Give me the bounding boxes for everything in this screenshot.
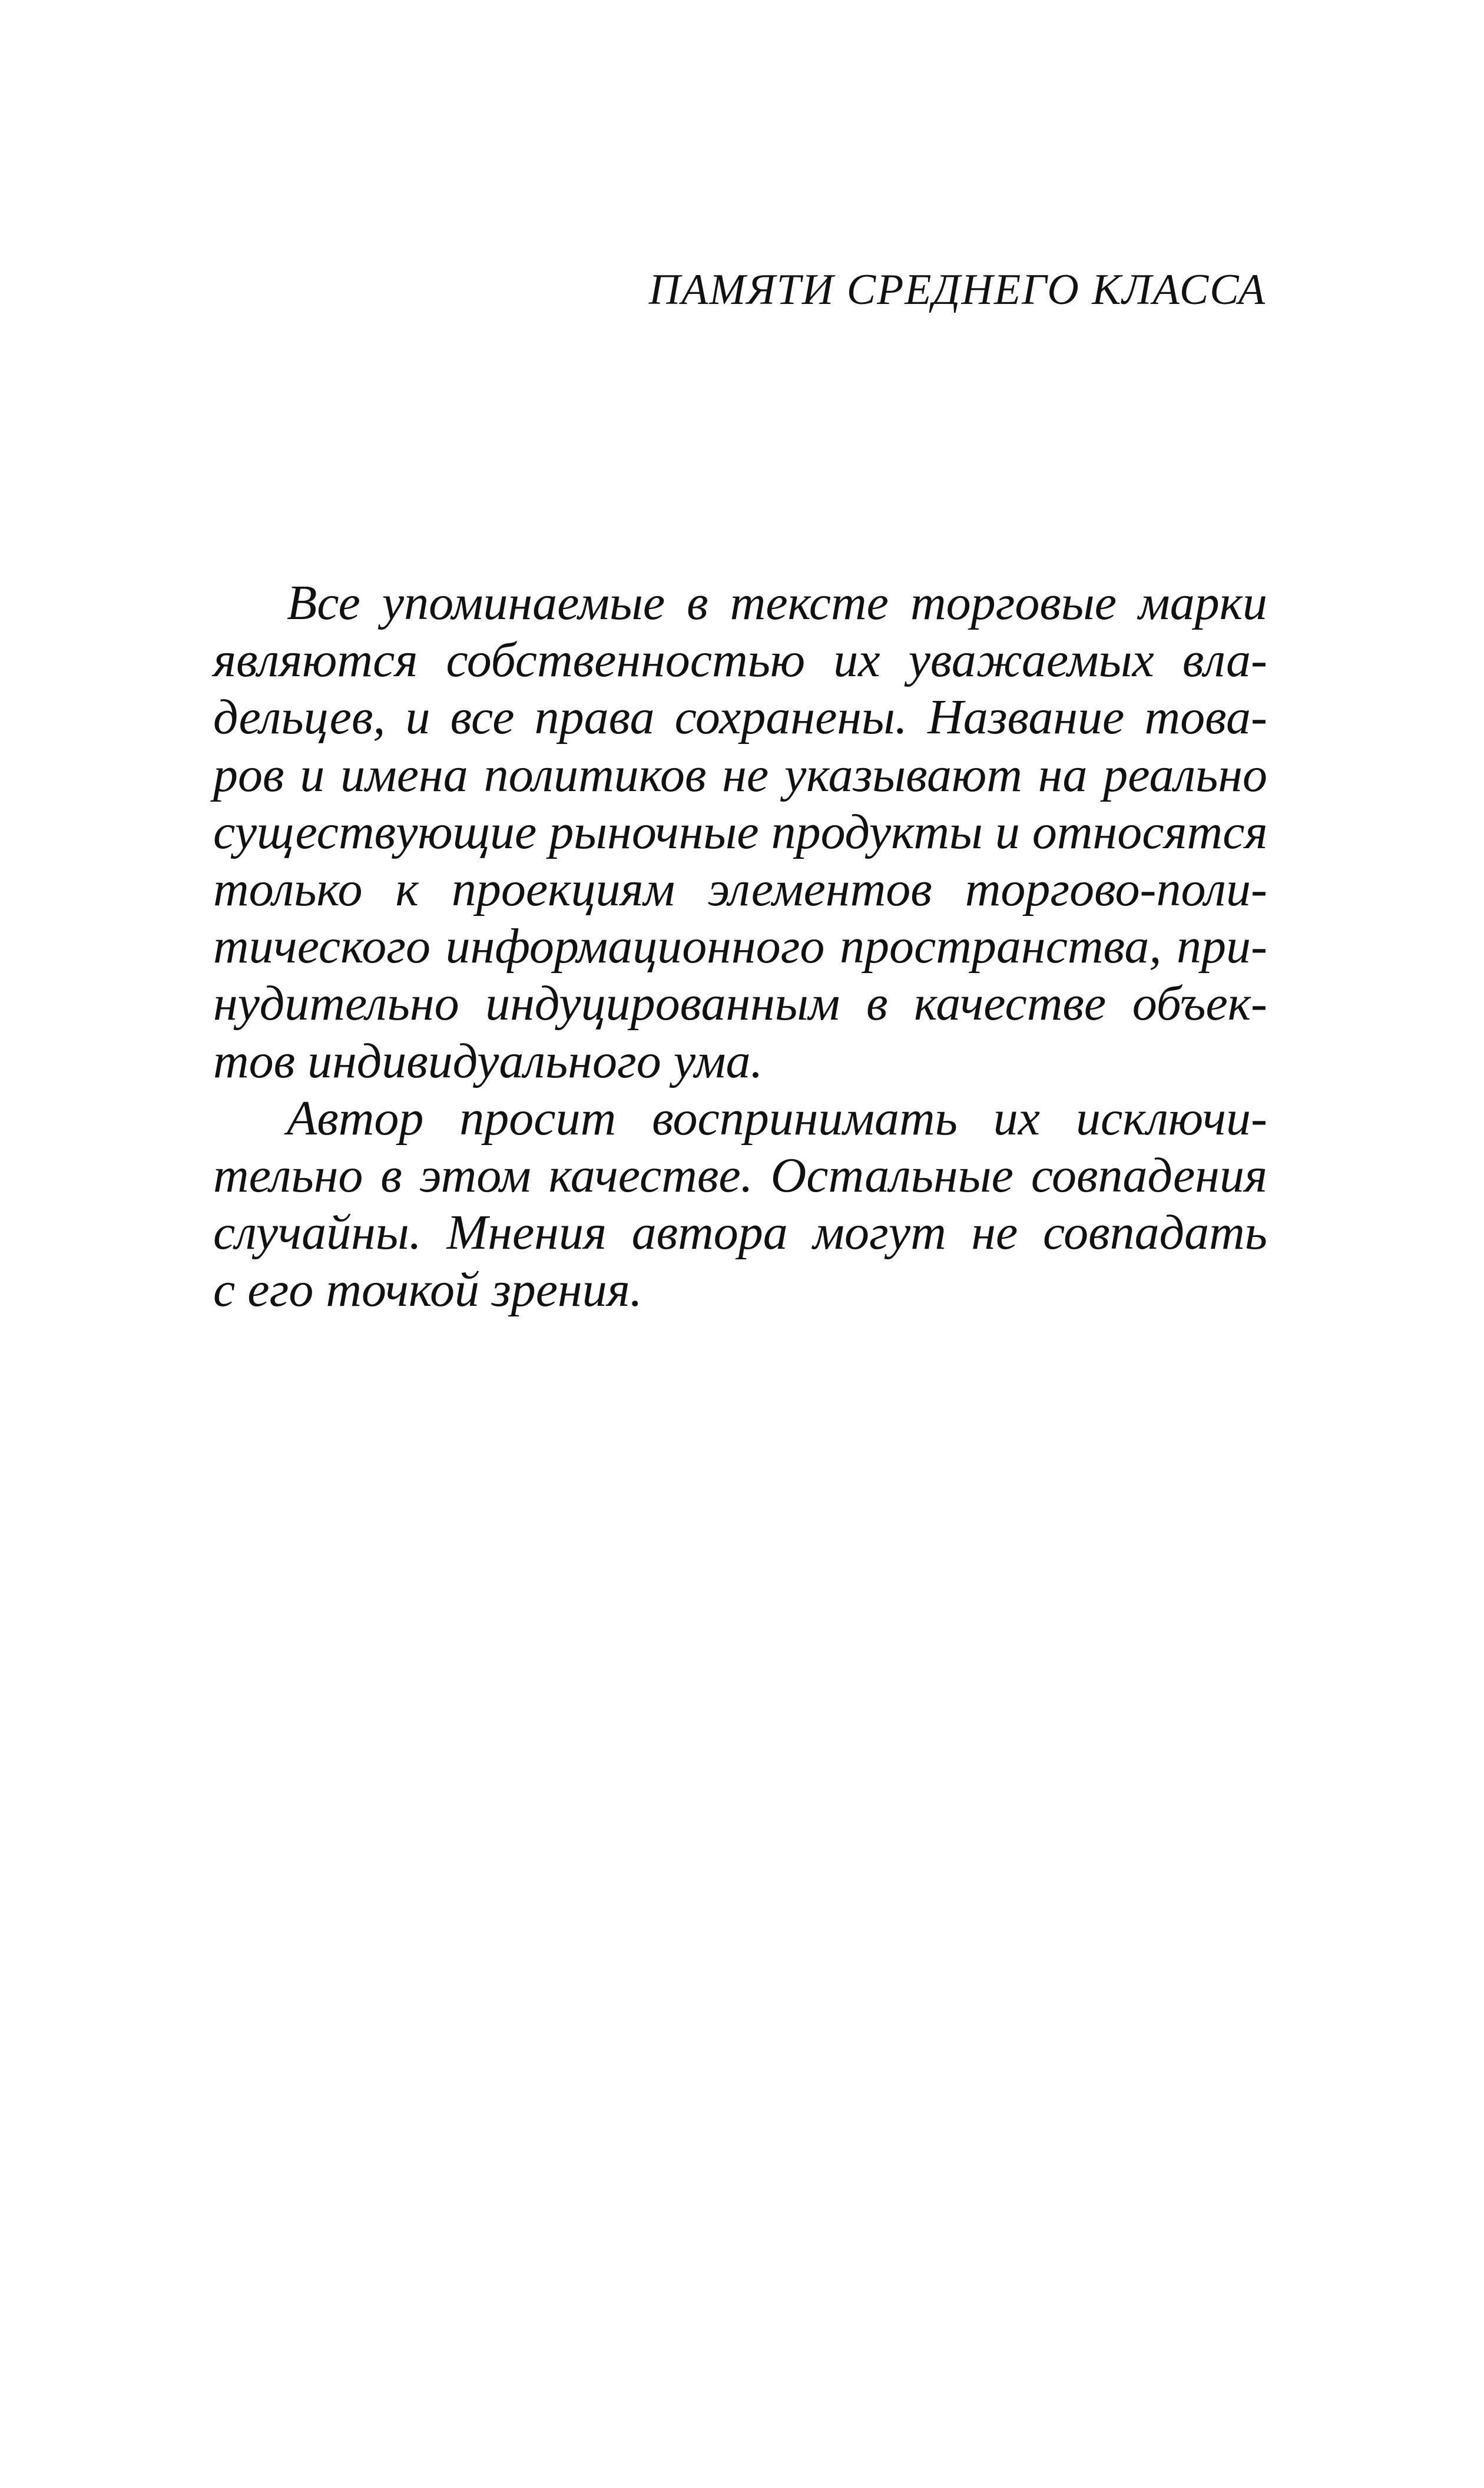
disclaimer-paragraph-author [213, 1090, 1267, 1319]
text-line: с его точкой зрения. [213, 1262, 642, 1318]
text-line: случайны. Мнения автора могут не совпадать [213, 1205, 1267, 1260]
text-line: дельцев, и все права сохранены. Название това- [213, 690, 1267, 745]
text-line: существующие рыночные продукты и относятся [213, 804, 1268, 859]
text-line: являются собственностью их уважаемых вла- [213, 633, 1267, 688]
text-line: только к проекциям элементов торгово-поли- [213, 861, 1267, 917]
text-line: нудительно индуцированным в качестве объек- [213, 976, 1267, 1031]
disclaimer-text [213, 574, 1267, 1318]
disclaimer-paragraph-trademarks [213, 574, 1267, 1090]
text-line: тического информационного пространства, при- [213, 919, 1267, 974]
text-line: тельно в этом качестве. Остальные совпадения [213, 1147, 1267, 1203]
epigraph-dedication: ПАМЯТИ СРЕДНЕГО КЛАССА [648, 266, 1266, 314]
text-line: тов индивидуального ума. [213, 1033, 763, 1088]
text-line: Автор просит воспринимать их исключи- [287, 1090, 1267, 1146]
text-line: Все упоминаемые в тексте торговые марки [287, 575, 1267, 630]
text-line: ров и имена политиков не указывают на реально [213, 747, 1267, 802]
